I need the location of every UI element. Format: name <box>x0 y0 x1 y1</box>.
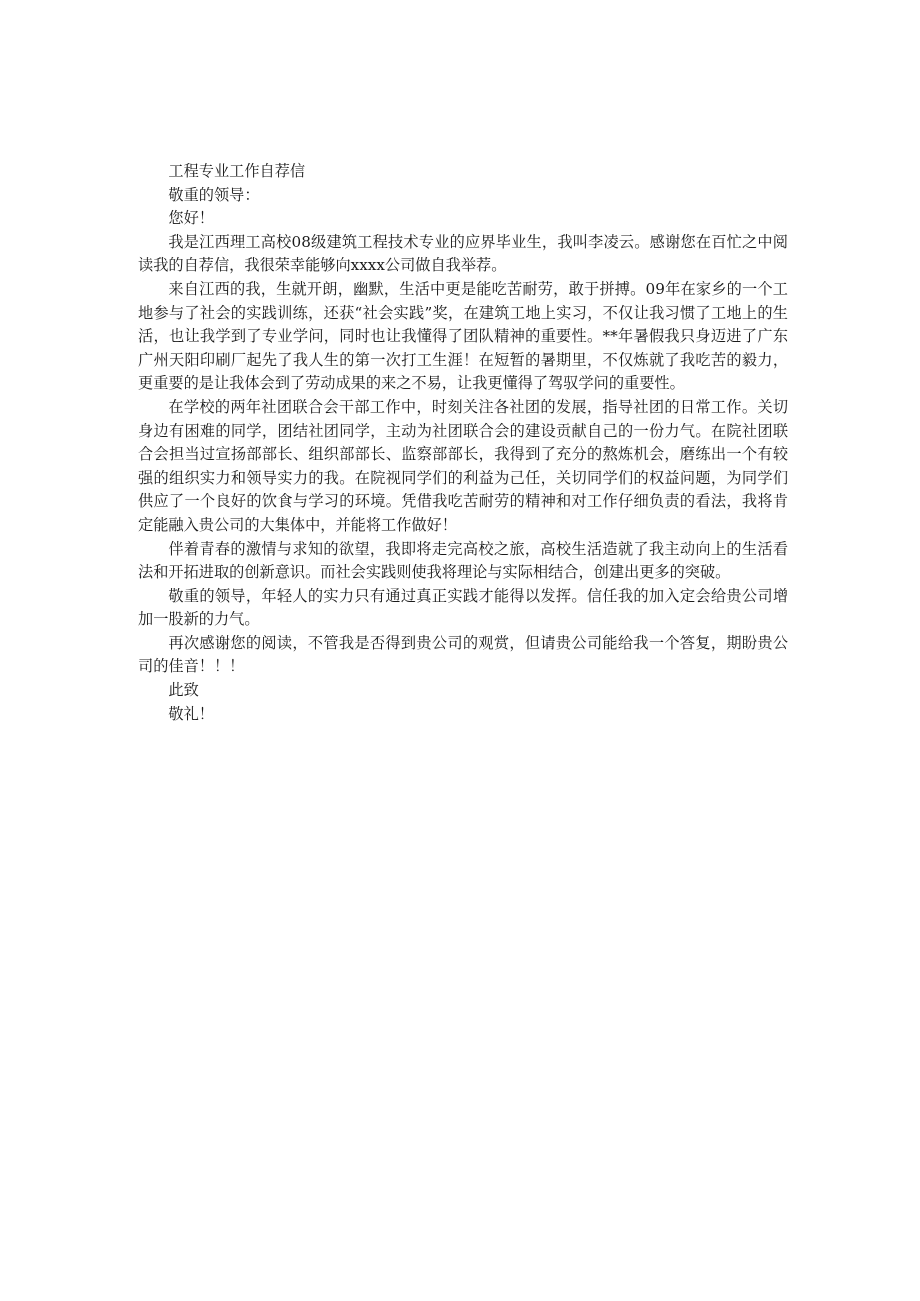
closing: 此致 <box>168 681 199 700</box>
salutation: 敬重的领导： <box>168 185 260 204</box>
paragraph-6: 再次感谢您的阅读，不管我是否得到贵公司的观赏，但请贵公司能给我一个答复，期盼贵公司的佳音！！！ <box>138 633 788 676</box>
paragraph-5: 敬重的领导，年轻人的实力只有通过真正实践才能得以发挥。信任我的加入定会给贵公司增加一股新的力气。 <box>138 586 788 629</box>
paragraph-1: 我是江西理工高校08级建筑工程技术专业的应界毕业生，我叫李凌云。感谢您在百忙之中阅读我的自荐信，我很荣幸能够向xxxx公司做自我举荐。 <box>138 232 788 275</box>
greeting: 您好！ <box>168 209 214 228</box>
paragraph-3: 在学校的两年社团联合会干部工作中，时刻关注各社团的发展，指导社团的日常工作。关切身边有困难的同学，团结社团同学，主动为社团联合会的建设贡献自己的一份力气。在院社团联合会担当过宣扬部部长、组织部部长、监察部部长，我得到了充分的熬炼机会，磨练出一个有较强的组织实力和领导实力的我。在院视同学们的利益为己任，关切同学们的权益问题，为同学们供应了一个良好的饮食与学习的环境。凭借我吃苦耐劳的精神和对工作仔细负责的看法，我将肯定能融入贵公司的大集体中，并能将工作做好！ <box>138 397 788 534</box>
document-title: 工程专业工作自荐信 <box>168 162 306 180</box>
letter-body <box>138 160 788 726</box>
regards: 敬礼！ <box>168 704 214 723</box>
paragraph-4: 伴着青春的激情与求知的欲望，我即将走完高校之旅，高校生活造就了我主动向上的生活看法和开拓进取的创新意识。而社会实践则使我将理论与实际相结合，创建出更多的突破。 <box>138 539 788 582</box>
paragraph-2: 来自江西的我，生就开朗，幽默，生活中更是能吃苦耐劳，敢于拼搏。09年在家乡的一个工地参与了社会的实践训练，还获“社会实践”奖，在建筑工地上实习，不仅让我习惯了工地上的生活，也让我学到了专业学问，同时也让我懂得了团队精神的重要性。**年暑假我只身迈进了广东广州天阳印刷厂起先了我人生的第一次打工生涯！在短暂的暑期里，不仅炼就了我吃苦的毅力，更重要的是让我体会到了劳动成果的来之不易，让我更懂得了驾驭学问的重要性。 <box>138 279 788 393</box>
